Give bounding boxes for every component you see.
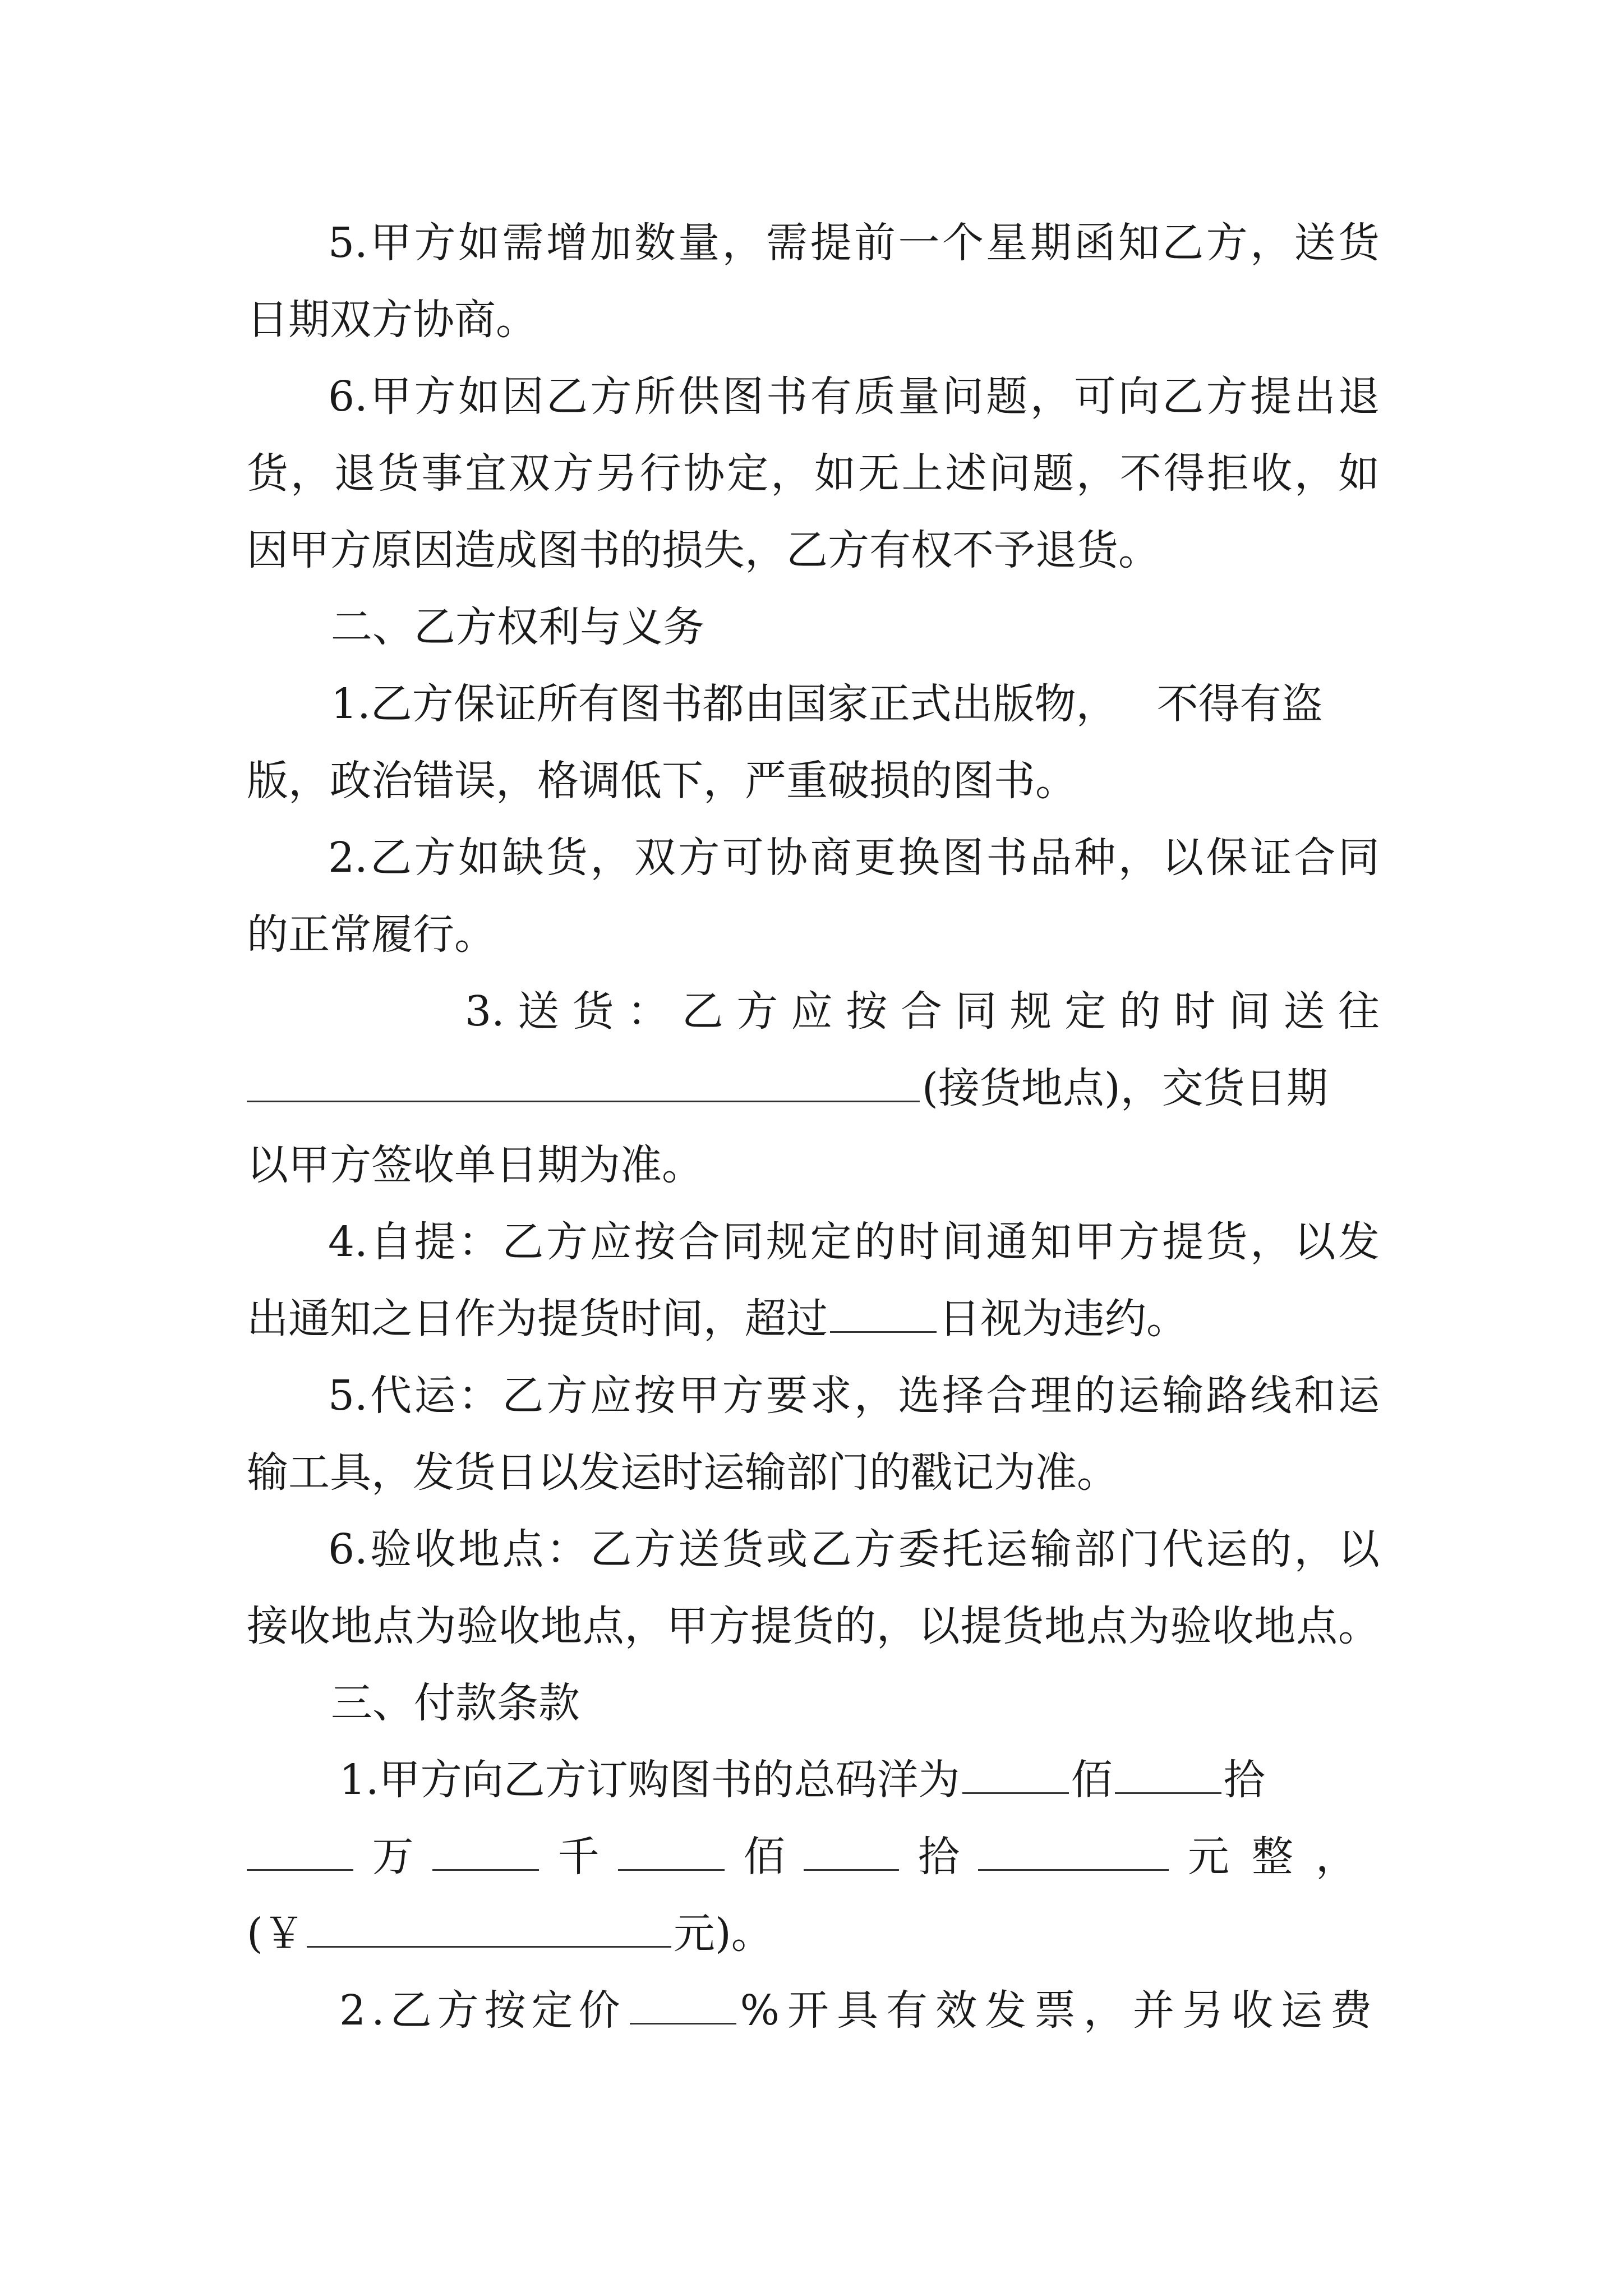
fill-in-blank[interactable] <box>247 1864 353 1871</box>
line-segment: 万 <box>372 1833 414 1881</box>
paragraph-line: 版，政治错误，格调低下，严重破损的图书。 <box>247 757 1077 805</box>
line-segment: 日视为违约。 <box>939 1295 1188 1343</box>
line-segment: 佰 <box>743 1833 785 1881</box>
line-segment: 佰 <box>1071 1756 1113 1804</box>
section-heading: 二、乙方权利与义务 <box>331 603 704 651</box>
fill-in-blank[interactable] <box>247 1095 920 1102</box>
fill-in-blank[interactable] <box>432 1864 539 1871</box>
line-segment: 1.甲方向乙方订购图书的总码洋为 <box>339 1756 960 1804</box>
paragraph-line: 因甲方原因造成图书的损失，乙方有权不予退货。 <box>247 526 1160 574</box>
line-segment: 1.乙方保证所有图书都由国家正式出版物， <box>331 680 1118 728</box>
paragraph-line: 6.验收地点：乙方送货或乙方委托运输部门代运的，以 <box>328 1525 1380 1573</box>
paragraph-line: 货，退货事宜双方另行协定，如无上述问题，不得拒收，如 <box>247 449 1380 498</box>
line-segment: 元整， <box>1187 1833 1380 1881</box>
section-heading: 三、付款条款 <box>331 1679 580 1727</box>
line-segment: (接货地点)，交货日期 <box>922 1064 1328 1112</box>
fill-in-blank[interactable] <box>978 1864 1169 1871</box>
paragraph-line: 日期双方协商。 <box>247 296 537 344</box>
paragraph-line: 6.甲方如因乙方所供图书有质量问题，可向乙方提出退 <box>328 372 1380 421</box>
paragraph-line <box>247 1281 1380 1358</box>
line-segment: 2.乙方按定价 <box>339 1986 626 2035</box>
line-segment: 元)。 <box>673 1910 773 1958</box>
fill-in-blank[interactable] <box>962 1787 1069 1794</box>
paragraph-line <box>247 1050 1380 1127</box>
line-segment: (￥ <box>247 1910 305 1958</box>
paragraph-line: 以甲方签收单日期为准。 <box>247 1141 703 1189</box>
paragraph-line: 4.自提：乙方应按合同规定的时间通知甲方提货，以发 <box>328 1218 1380 1266</box>
paragraph-line: 5.甲方如需增加数量，需提前一个星期函知乙方，送货 <box>328 219 1380 267</box>
line-segment: 拾 <box>917 1833 960 1881</box>
paragraph-line: 的正常履行。 <box>247 910 496 959</box>
paragraph-line: 2.乙方如缺货，双方可协商更换图书品种，以保证合同 <box>328 834 1380 882</box>
paragraph-line: 输工具，发货日以发运时运输部门的戳记为准。 <box>247 1448 1118 1497</box>
paragraph-line <box>339 1972 1380 2049</box>
paragraph-line <box>247 1819 1380 1895</box>
line-segment: 拾 <box>1223 1756 1265 1804</box>
fill-in-blank[interactable] <box>830 1326 937 1333</box>
paragraph-line <box>339 1742 1380 1819</box>
paragraph-line <box>331 666 1380 743</box>
fill-in-blank[interactable] <box>307 1940 671 1948</box>
paragraph-line: 接收地点为验收地点，甲方提货的，以提货地点为验收地点。 <box>247 1602 1380 1650</box>
paragraph-line: 3. 送 货 ： 乙 方 应 按 合 同 规 定 的 时 间 送 往 <box>465 987 1380 1036</box>
fill-in-blank[interactable] <box>618 1864 725 1871</box>
line-segment: 出通知之日作为提货时间，超过 <box>247 1295 828 1343</box>
paragraph-line: 5.代运：乙方应按甲方要求，选择合理的运输路线和运 <box>328 1372 1380 1420</box>
line-segment: 千 <box>557 1833 600 1881</box>
fill-in-blank[interactable] <box>630 2017 736 2024</box>
fill-in-blank[interactable] <box>804 1864 899 1871</box>
fill-in-blank[interactable] <box>1115 1787 1221 1794</box>
line-segment: %开具有效发票，并另收运费 <box>740 1986 1380 2035</box>
line-segment: 不得有盗 <box>1156 680 1323 728</box>
paragraph-line <box>247 1895 1380 1972</box>
